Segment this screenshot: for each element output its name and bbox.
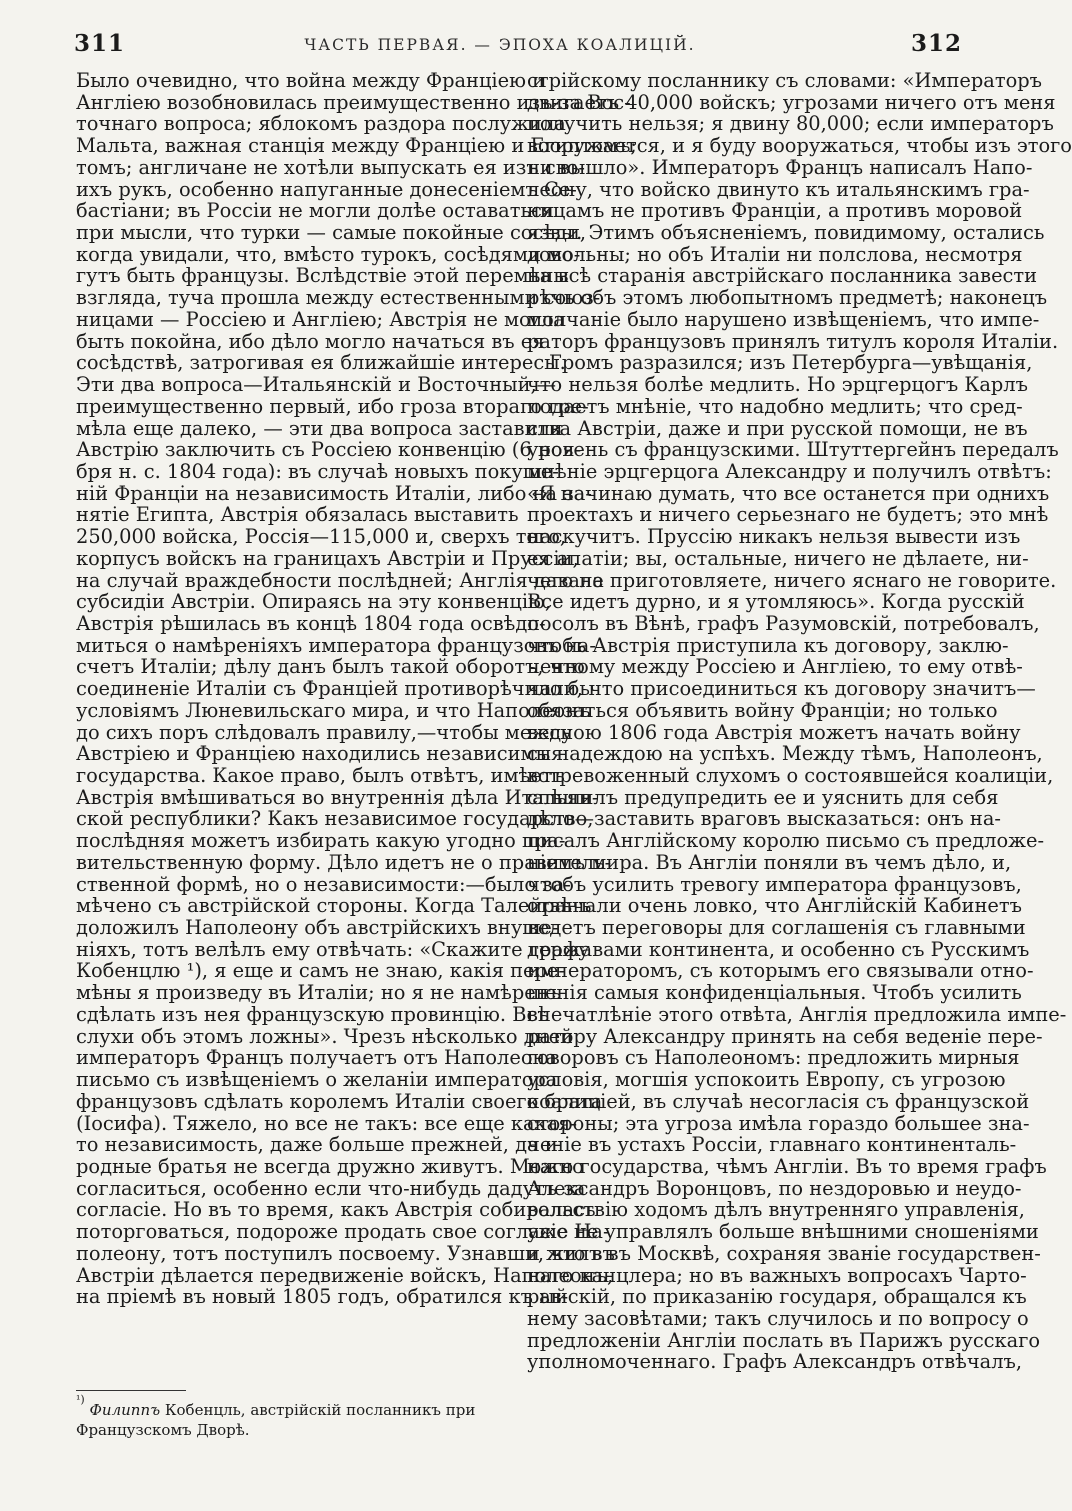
text-line: ній Франціи на независимость Италіи, либо на за- bbox=[76, 481, 592, 505]
page-number-left: 311 bbox=[74, 30, 126, 57]
text-line: взгляда, туча прошла между естественными союз- bbox=[76, 286, 601, 310]
text-line: Австріи дѣлается передвиженіе войскъ, Наполеонъ, bbox=[76, 1263, 614, 1287]
text-line: при мысли, что турки — самые покойные сосѣди, bbox=[76, 221, 587, 245]
text-line: ченіе въ устахъ Россіи, главнаго континенталь- bbox=[527, 1133, 1017, 1157]
text-line: державами континента, и особенно съ Русскимъ bbox=[527, 937, 1030, 961]
text-line: доложилъ Наполеону объ австрійскихъ внуше- bbox=[76, 916, 559, 940]
text-line: ея апатіи; вы, остальные, ничего не дѣлаете, ни- bbox=[527, 546, 1029, 570]
text-line: (Іосифа). Тяжело, но все не такъ: все еще какая- bbox=[76, 1111, 577, 1135]
text-line: подаетъ мнѣніе, что надобно медлить; что сред- bbox=[527, 394, 1023, 418]
text-line: субсидіи Австріи. Опираясь на эту конвенцію, bbox=[76, 590, 552, 614]
text-line: послѣдняя можетъ избирать какую угодно пра- bbox=[76, 829, 566, 853]
text-line: до сихъ поръ слѣдовалъ правилу,—чтобы между bbox=[76, 720, 573, 744]
text-line: раторъ французовъ принялъ титулъ короля Италіи. bbox=[527, 329, 1059, 353]
text-line: уровень съ французскими. Штуттергейнъ передалъ bbox=[527, 438, 1059, 462]
text-line: предложеніи Англіи послать въ Парижъ русскаго bbox=[527, 1328, 1041, 1352]
text-line: стрійскому посланнику съ словами: «Императоръ bbox=[527, 69, 1043, 92]
text-line: спѣшилъ предупредить ее и уяснить для себя bbox=[527, 785, 999, 809]
text-line: государства. Какое право, былъ отвѣтъ, имѣетъ bbox=[76, 764, 565, 787]
text-line: когда увидали, что, вмѣсто турокъ, сосѣдями мо- bbox=[76, 242, 581, 266]
text-line: миться о намѣреніяхъ императора французовъ на- bbox=[76, 633, 596, 657]
text-line: и жилъ въ Москвѣ, сохраняя званіе государствен- bbox=[527, 1241, 1041, 1265]
text-line: Эти два вопроса—Итальянскій и Восточный,— bbox=[76, 373, 557, 397]
footnote-text: Кобенцль, австрійскій посланникъ при bbox=[160, 1401, 476, 1419]
text-line: Громъ разразился; изъ Петербурга—увѣщанія, bbox=[549, 351, 1033, 375]
text-line: чали, что присоединиться къ договору значитъ— bbox=[527, 677, 1036, 701]
running-title: ЧАСТЬ ПЕРВАЯ. — ЭПОХА КОАЛИЦІЙ. bbox=[304, 36, 696, 54]
page-number-right: 312 bbox=[910, 30, 962, 57]
footnote-line: Французскомъ Дворѣ. bbox=[76, 1421, 250, 1439]
text-line: слухи объ этомъ ложны». Чрезъ нѣсколько дней bbox=[76, 1024, 573, 1048]
text-line: чего не приготовляете, ничего яснаго не говорите. bbox=[527, 568, 1057, 592]
text-line: родные братья не всегда дружно живутъ. Можно bbox=[76, 1154, 584, 1178]
text-line: наго государства, чѣмъ Англіи. Въ то время графъ bbox=[527, 1154, 1047, 1178]
text-line: вольствію ходомъ дѣлъ внутренняго управленія, bbox=[527, 1198, 1025, 1222]
text-line: на случай враждебности послѣдней; Англія давала bbox=[76, 568, 604, 592]
text-line: говоровъ съ Наполеономъ: предложить мирныя bbox=[527, 1046, 1020, 1070]
text-line: уполномоченнаго. Графъ Александръ отвѣчалъ, bbox=[527, 1350, 1023, 1374]
text-line: молчаніе было нарушено извѣщеніемъ, что импе- bbox=[527, 307, 1040, 331]
text-line: вооружается, и я буду вооружаться, чтобы изъ этого bbox=[527, 134, 1072, 158]
text-line: томъ; англичане не хотѣли выпускать ея изъ сво- bbox=[76, 155, 585, 179]
text-line: гутъ быть французы. Вслѣдствіе этой перемѣны bbox=[76, 264, 569, 288]
text-line: Англіею возобновилась преимущественно изъ-за Вос- bbox=[76, 90, 631, 114]
text-line: согласиться, особенно если что-нибудь дадутъ за bbox=[76, 1176, 586, 1200]
text-line: бря н. с. 1804 года): въ случаѣ новыхъ покуше- bbox=[76, 459, 559, 483]
text-line: письмо съ извѣщеніемъ о желаніи императора bbox=[76, 1068, 558, 1092]
text-line: наго канцлера; но въ важныхъ вопросахъ Чарто- bbox=[527, 1263, 1027, 1287]
text-line: французовъ сдѣлать королемъ Италіи своего брата bbox=[76, 1089, 603, 1113]
text-line: условія, могшія успокоить Европу, съ угрозою bbox=[527, 1068, 1006, 1092]
text-line: Кобенцлю ¹), я еще и самъ не знаю, какія пере- bbox=[76, 959, 565, 983]
text-line: императоромъ, съ которымъ его связывали отно- bbox=[527, 959, 1034, 983]
text-line: Австрія рѣшилась въ концѣ 1804 года освѣдо- bbox=[76, 611, 546, 635]
text-line: быть покойна, ибо дѣло могло начаться въ ея bbox=[76, 329, 545, 353]
text-line: согласіе. Но въ то время, какъ Австрія собиралась bbox=[76, 1198, 596, 1222]
text-line: сдѣлать изъ нея французскую провинцію. Всѣ bbox=[76, 1002, 550, 1026]
text-line: нятіе Египта, Австрія обязалась выставить bbox=[76, 503, 519, 527]
text-line: рыйскій, по приказанію государя, обращался къ bbox=[527, 1285, 1027, 1309]
text-line: ницамъ не противъ Франціи, а противъ моровой bbox=[527, 199, 1023, 223]
text-line: «Я начинаю думать, что все останется при однихъ bbox=[527, 481, 1050, 505]
text-line: Александръ Воронцовъ, по нездоровью и неудо- bbox=[527, 1176, 1022, 1200]
page-header bbox=[0, 30, 1000, 66]
text-line: ственной формѣ, но о независимости:—было за- bbox=[76, 872, 571, 896]
text-line: то независимость, даже больше прежней, да и bbox=[76, 1133, 558, 1157]
text-line: императоръ Францъ получаетъ отъ Наполеона bbox=[76, 1046, 557, 1070]
text-line: вительственную форму. Дѣло идетъ не о правитель- bbox=[76, 850, 612, 874]
footnote bbox=[76, 1393, 500, 1440]
text-line: ніемъ мира. Въ Англіи поняли въ чемъ дѣло, и, bbox=[527, 850, 1012, 874]
text-line: стороны; эта угроза имѣла гораздо большее зна- bbox=[527, 1111, 1030, 1135]
text-line: наскучитъ. Пруссію никакъ нельзя вывести изъ bbox=[527, 525, 1021, 549]
text-line: что нельзя болѣе медлить. Но эрцгерцогъ Карлъ bbox=[527, 373, 1028, 397]
text-line: уже не управлялъ больше внѣшними сношеніями bbox=[527, 1220, 1039, 1244]
text-line: мѣны я произведу въ Италіи; но я не намѣренъ bbox=[76, 981, 561, 1005]
left-text-column bbox=[76, 69, 637, 1309]
text-line: леону, что войско двинуто къ итальянскимъ гра- bbox=[527, 177, 1030, 201]
text-line: полеону, тотъ поступилъ посвоему. Узнавши, что въ bbox=[76, 1241, 615, 1265]
text-line: впечатлѣніе этого отвѣта, Англія предложила импе- bbox=[527, 1002, 1067, 1026]
text-line: ской республики? Какъ независимое государство, bbox=[76, 807, 594, 831]
text-line: ства Австріи, даже и при русской помощи, не въ bbox=[527, 416, 1028, 440]
text-line: на пріемѣ въ новый 1805 годъ, обратился къ ав- bbox=[76, 1285, 569, 1309]
text-line: поторговаться, подорожe продать свое согласіе На- bbox=[76, 1220, 610, 1244]
text-line: чтобъ усилить тревогу императора французовъ, bbox=[527, 872, 1022, 896]
text-line: шенія самыя конфиденціальныя. Чтобъ усилить bbox=[527, 981, 1022, 1005]
text-line: проектахъ и ничего серьезнаго не будетъ; это мнѣ bbox=[527, 503, 1049, 527]
text-line: Австрію заключить съ Россіею конвенцію (6 ноя- bbox=[76, 438, 582, 462]
text-line: на всѣ старанія австрійскаго посланника завести bbox=[527, 264, 1038, 288]
text-line: встревоженный слухомъ о состоявшейся коалиціи, bbox=[527, 764, 1054, 787]
text-line: Австріею и Франціею находились независимыя bbox=[76, 742, 564, 766]
text-line: соединеніе Италіи съ Франціей противорѣчило бы bbox=[76, 677, 595, 701]
text-line: весною 1806 года Австрія можетъ начать войну bbox=[527, 720, 1021, 744]
text-line: ченному между Россіею и Англіею, то ему отвѣ- bbox=[527, 655, 1023, 679]
text-line: съ надеждою на успѣхъ. Между тѣмъ, Наполеонъ, bbox=[527, 742, 1043, 766]
text-line: 250,000 войска, Россія—115,000 и, сверхъ того, bbox=[76, 525, 567, 549]
text-line: дѣло—заставить враговъ высказаться: онъ на- bbox=[527, 807, 1001, 831]
text-line: преимущественно первый, ибо гроза втораго гре- bbox=[76, 394, 589, 418]
text-line: писалъ Англійскому королю письмо съ предложе- bbox=[527, 829, 1045, 853]
text-line: Австрія вмѣшиваться во внутреннія дѣла Итальян- bbox=[76, 785, 599, 809]
text-line: ихъ рукъ, особенно напуганные донесеніемъ Се- bbox=[76, 177, 577, 201]
text-line: мнѣніе эрцгерцога Александру и получилъ отвѣтъ: bbox=[527, 459, 1052, 483]
text-line: корпусъ войскъ на границахъ Австріи и Пруссіи, bbox=[76, 546, 579, 570]
text-line: ни вышло». Императоръ Францъ написалъ Напо- bbox=[527, 155, 1033, 179]
text-line: счетъ Италіи; дѣлу данъ былъ такой оборотъ, что bbox=[76, 655, 585, 679]
text-line: мѣла еще далеко, — эти два вопроса заставили bbox=[76, 416, 563, 440]
text-line: мѣчено съ австрійской стороны. Когда Талейранъ bbox=[76, 894, 592, 918]
text-line: обязаться объявить войну Франціи; но только bbox=[527, 698, 998, 722]
text-line: нему засовѣтами; такъ случилось и по вопросу о bbox=[527, 1306, 1029, 1330]
text-line: условіямъ Люневильскаго мира, и что Наполеонъ bbox=[76, 698, 591, 722]
footnote-name: Филиппъ bbox=[89, 1401, 161, 1419]
text-line: ницами — Россіею и Англіею; Австрія не могла bbox=[76, 307, 565, 331]
right-text-column bbox=[527, 69, 1072, 1374]
footnote-rule bbox=[76, 1390, 186, 1391]
text-line: ніяхъ, тотъ велѣлъ ему отвѣчать: «Скажите графу bbox=[76, 937, 590, 961]
text-line: Мальта, важная станція между Франціею и Египтомъ; bbox=[76, 134, 637, 158]
footnote-marker: ¹) bbox=[76, 1393, 85, 1406]
text-line: бастіани; въ Россіи не могли долѣе оставаться bbox=[76, 199, 555, 223]
text-line: ратору Александру принять на себя веденіе пере- bbox=[527, 1024, 1043, 1048]
text-line: получить нельзя; я двину 80,000; если императоръ bbox=[527, 112, 1054, 136]
text-line: посолъ въ Вѣнѣ, графъ Разумовскій, потребовалъ, bbox=[527, 611, 1040, 635]
text-line: сосѣдствѣ, затрогивая ея ближайшіе интересы. bbox=[76, 351, 566, 375]
footnote-line bbox=[76, 1393, 500, 1420]
text-line: точнаго вопроса; яблокомъ раздора послужила bbox=[76, 112, 566, 136]
text-line: язвы. Этимъ объясненіемъ, повидимому, остались bbox=[527, 221, 1045, 245]
text-line: довольны; но объ Италіи ни полслова, несмотря bbox=[527, 242, 1023, 266]
text-line: рѣчь объ этомъ любопытномъ предметѣ; наконецъ bbox=[527, 286, 1048, 310]
text-line: отвѣчали очень ловко, что Англійскій Кабинетъ bbox=[527, 894, 1022, 918]
text-line: чтобъ Австрія приступила къ договору, заклю- bbox=[527, 633, 1009, 657]
text-line: коалиціей, въ случаѣ несогласія съ французской bbox=[527, 1089, 1030, 1113]
text-line: ведетъ переговоры для соглашенія съ главными bbox=[527, 916, 1026, 940]
text-line: Было очевидно, что война между Франціею и bbox=[76, 69, 546, 92]
text-line: Все идетъ дурно, и я утомляюсь». Когда русскій bbox=[527, 590, 1025, 614]
text-line: двигаетъ 40,000 войскъ; угрозами ничего отъ меня bbox=[527, 90, 1056, 114]
